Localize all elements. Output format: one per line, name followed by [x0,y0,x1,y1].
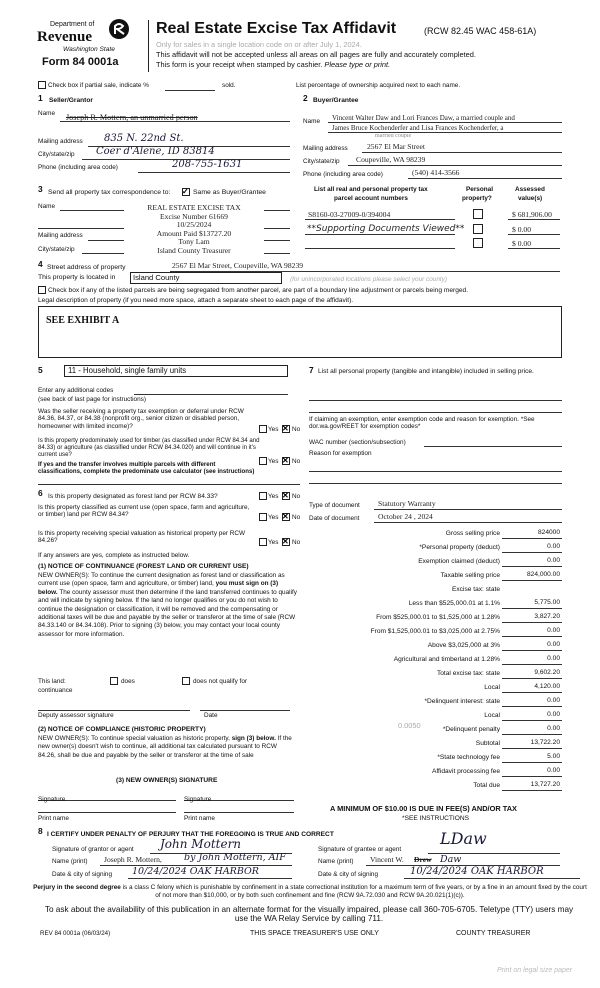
additional-codes-label: Enter any additional codes [38,387,114,394]
personal-property-line [309,400,562,401]
tax-row-line [502,566,562,567]
additional-codes-note: (see back of last page for instructions) [38,396,146,403]
alt-format-text: To ask about the availability of this publication in an alternate format for the visually impaired, please call 360-705-6705. Teletype (TTY) users may use the WA Relay Service by calling 711. [44,905,574,924]
sec4-number: 4 [38,259,43,269]
tax-row-label: Subtotal [475,740,500,747]
seller-phone-value: 208-755-1631 [172,159,243,170]
header-note-grey: Only for sales in a single location code on or after July 1, 2024. [156,40,362,49]
sec5-q1-yes-checkbox[interactable] [259,425,267,433]
buyer-name-line-2 [328,132,562,133]
buyer-name-value-2: James Bruce Kochenderfer and Lisa Frances Kochenderfer, a [332,124,504,132]
print-note: Print on legal size paper [497,967,573,974]
seller-phone-label: Phone (including area code) [38,164,118,171]
grantee-print-hw: Daw [440,854,462,865]
form-citation: (RCW 82.45 WAC 458-61A) [424,26,537,36]
buyer-city-label: City/state/zip [303,158,340,165]
same-as-buyer-check-icon: ✓ [182,187,189,196]
tax-row-value: 824,000.00 [526,571,560,578]
buyer-number: 2 [303,93,308,103]
same-as-buyer-label: Same as Buyer/Grantee [193,189,266,196]
dept-name: Revenue [37,29,92,45]
sec3-number: 3 [38,184,43,194]
new-owner-signature-label: Signature [38,796,66,803]
tax-row-label: Taxable selling price [440,572,500,579]
seller-number: 1 [38,93,43,103]
buyer-heading: Buyer/Grantee [313,97,359,104]
does-checkbox[interactable] [110,677,118,685]
buyer-city-line [348,165,562,166]
seller-mailing-label: Mailing address [38,138,83,145]
personal-header-1: Personal [466,186,493,193]
grantee-print-label: Name (print) [318,858,354,865]
county-value: Island County [133,273,180,282]
doc-date-label: Date of document [309,515,360,522]
parcel-line [305,248,455,249]
tax-row-line [502,762,562,763]
tax-row-label: Gross selling price [445,530,500,537]
yes-label: Yes [268,458,279,465]
tax-row-value: 13,727.20 [530,781,560,788]
personal-header-2: property? [462,195,492,202]
sec3-name-label: Name [38,203,56,210]
header-note-2: This form is your receipt when stamped by cashier. Please type or print. [156,60,391,69]
sec5-q2-yes-checkbox[interactable] [259,457,267,465]
tax-row-label: Total due [473,782,500,789]
tax-row-label: *Personal property (deduct) [419,544,500,551]
reason-label: Reason for exemption [309,450,372,457]
sec6-number: 6 [38,488,43,498]
sec7-number: 7 [309,365,314,375]
buyer-mailing-label: Mailing address [303,145,348,152]
tax-row-line [502,636,562,637]
tax-row-label: Above $3,025,000 at 3% [427,642,500,649]
legal-description-box[interactable] [38,306,562,358]
assessed-header-2: value(s) [518,195,543,202]
local-rate: 0.0050 [398,721,421,730]
tax-row-label: Agricultural and timberland at 1.28% [393,656,500,663]
notice1-body: NEW OWNER(S): To continue the current designation as forest land or classification as current use (open space, farm and agriculture, or timber) land, you must sign on (3) below. The county assessor must then determine if the land transferred continues to qualify and will indicate by signing below. If the land no longer qualifies or you do not wish to continue the designation or classification, it will be removed and the compensating or additional taxes will be due and payable by the seller or transferor at the time of sale (RCW 84.33.140 or 84.34.108). Prior to signing (3) below, you may contact your local county assessor for more information. [38,572,297,638]
grantee-print-value: Vincent W. [370,855,404,864]
dept-logo-icon [108,18,130,40]
grantee-signature-label: Signature of grantee or agent [318,846,402,853]
stamp-line: REAL ESTATE EXCISE TAX [147,203,241,212]
county-treasurer: COUNTY TREASURER [456,930,531,937]
reason-line [309,471,562,472]
tax-row-value: 0.00 [547,697,560,704]
tax-row-label: From $525,000.01 to $1,525,000 at 1.28% [376,614,500,621]
no-label: No [292,514,301,521]
tax-row-value: 13,722.20 [530,739,560,746]
tax-row-line [502,538,562,539]
tax-row-value: 0.00 [547,725,560,732]
tax-row-label: *State technology fee [437,754,500,761]
grantor-print-label: Name (print) [52,858,88,865]
sec5-number: 5 [38,365,43,375]
sig3-title: (3) NEW OWNER(S) SIGNATURE [116,777,218,784]
tax-row-line [502,622,562,623]
assessed-value: $ 0.00 [512,239,531,248]
grantor-signature-label: Signature of grantor or agent [52,846,134,853]
excise-stamp [124,203,264,257]
deputy-date-line [200,710,290,711]
grantee-signature-icon: LDaw [440,829,487,848]
seller-heading: Seller/Grantor [49,97,93,104]
partial-sale-sold: sold. [222,82,236,89]
see-instructions: *SEE INSTRUCTIONS [402,815,470,822]
legal-description-value: SEE EXHIBIT A [46,315,120,326]
tax-row-line [502,552,562,553]
sec5-q1: Was the seller receiving a property tax exemption or deferral under RCW 84.36, 84.37, or 84.38 (nonprofit org., senior citizen or disabled person, homeowner with limited income)? [38,408,244,430]
exemption-text: If claiming an exemption, enter exemption code and reason for exemption. *See dor.wa.gov/REET for exemption codes* [309,416,535,431]
buyer-mailing-value: 2567 El Mar Street [367,142,425,151]
buyer-name-label: Name [303,118,321,125]
form-number: Form 84 0001a [42,56,119,68]
personal-property-line [309,412,562,413]
buyer-phone-line [408,178,562,179]
dept-of: Department of [50,21,95,28]
yes-label: Yes [268,493,279,500]
tax-row-value: 0.00 [547,767,560,774]
buyer-mailing-line [362,152,562,153]
tax-row-value: 0.00 [547,557,560,564]
additional-codes-line [134,394,288,395]
doc-type-line [374,509,562,510]
list-pct-note: List percentage of ownership acquired next to each name. [296,82,461,89]
grantor-print-hw: by John Mottern, AIF [184,852,286,863]
buyer-name-line-1 [328,122,562,123]
stamp-line: 10/25/2024 [176,220,212,230]
personal-property-checkbox[interactable] [473,238,483,248]
tax-row-value: 5,775.00 [534,599,560,606]
tax-row-label: Local [484,712,500,719]
grantee-date-value: 10/24/2024 OAK HARBOR [410,866,544,877]
grantor-date-line [128,878,292,879]
header-divider [148,20,149,72]
continuance-label: continuance [38,687,73,694]
segregated-checkbox[interactable] [38,286,46,294]
sec6-q3: Is this property receiving special valuation as historical property per RCW 84.26? [38,530,246,545]
tax-row-line [502,650,562,651]
form-title: Real Estate Excise Tax Affidavit [156,20,397,37]
sec6-q2-yes-checkbox[interactable] [259,513,267,521]
notice2-body: NEW OWNER(S): To continue special valuation as historic property, sign (3) below. If the new owner(s) doesn't wish to continue, all additional tax calculated pursuant to RCW 84.26, shall be due and payable by the seller or transferor at the time of sale [38,735,292,759]
seller-phone-line [138,172,290,173]
doc-date-value: October 24 , 2024 [378,512,433,521]
no-label: No [292,426,301,433]
seller-city-label: City/state/zip [38,151,75,158]
tax-row-label: *Delinquent interest: state [424,698,500,705]
sec6-q3-yes-checkbox[interactable] [259,538,267,546]
new-owner-print-label: Print name [184,815,215,822]
stamp-line: Excise Number 61669 [160,211,228,221]
grantee-print-strike: Drew [414,855,432,864]
personal-property-checkbox[interactable] [473,209,483,219]
deputy-signature-label: Deputy assessor signature [38,712,114,719]
sec5-q2a: Is this property predominately used for timber (as classified under RCW 84.34 and 84.33) or agriculture (as classified under RCW 84.34.020) and will continue in it's current use? [38,437,260,458]
does-not-checkbox[interactable] [182,677,190,685]
new-owner-print-line [38,812,176,813]
seller-name-label: Name [38,110,56,117]
buyer-phone-label: Phone (including area code) [303,171,383,178]
tax-row-label: Local [484,684,500,691]
form-revision: REV 84 0001a (06/03/24) [40,930,111,937]
partial-sale-label: Check box if partial sale, indicate % [48,82,149,89]
no-label: No [292,539,301,546]
no-label: No [292,493,301,500]
partial-sale-line [165,90,215,91]
tax-row-line [502,664,562,665]
county-note: (for unincorporated locations please select your county) [290,276,448,283]
tax-row-line [502,720,562,721]
assessed-value: $ 0.00 [512,225,531,234]
grantor-date-value: 10/24/2024 OAK HARBOR [132,866,259,877]
tax-row-value: 0.00 [547,655,560,662]
sec5-q1-no-check-icon: ✕ [282,424,289,433]
sec3-city-label: City/state/zip [38,246,75,253]
stamp-line: Amount Paid $13727.20 [156,228,232,238]
buyer-city-value: Coupeville, WA 98239 [356,155,426,164]
tax-row-line [502,748,562,749]
tax-row-value: 824000 [537,529,560,536]
stamp-line: Tony Lam [178,237,210,247]
land-use-value: 11 - Household, single family units [68,366,187,375]
does-label: does [121,678,135,685]
deputy-date-label: Date [204,712,218,719]
tax-row-line [502,692,562,693]
segregated-label: Check box if any of the listed parcels are being segregated from another parcel, are part of a boundary line adjustment or parcels being merged. [48,287,469,294]
grantor-print-value: Joseph R. Mottern, [104,855,162,864]
tax-row-value: 3,827.20 [534,613,560,620]
buyer-name-value-1: Vincent Walter Daw and Lori Frances Daw, a married couple and [332,114,515,122]
sec5-divider [38,484,300,485]
tax-row-value: 5.00 [547,753,560,760]
sec3-mailing-label: Mailing address [38,232,83,239]
yes-label: Yes [268,539,279,546]
tax-row-line [502,608,562,609]
if-yes-note: If any answers are yes, complete as instructed below. [38,552,190,559]
personal-property-checkbox[interactable] [473,224,483,234]
tax-row-label: *Delinquent penalty [442,726,500,733]
grantor-date-label: Date & city of signing [52,871,113,878]
tax-row-value: 9,602.20 [534,669,560,676]
tax-row-label: Exemption claimed (deduct) [418,558,500,565]
sec7-text: List all personal property (tangible and intangible) included in selling price. [318,368,534,375]
buyer-name-value-3: married couple [375,134,412,138]
deputy-signature-line [38,710,190,711]
doc-type-value: Statutory Warranty [378,499,436,508]
tax-row-line [502,678,562,679]
wac-line [424,446,562,447]
tax-row-value: 0.00 [547,711,560,718]
tax-row-value: 0.00 [547,627,560,634]
minimum-note: A MINIMUM OF $10.00 IS DUE IN FEE(S) AND/OR TAX [330,804,517,813]
sec6-q1-no-check-icon: ✕ [282,491,289,500]
notice2-title: (2) NOTICE OF COMPLIANCE (HISTORIC PROPERTY) [38,726,206,733]
assessed-value: $ 681,906.00 [512,210,552,219]
located-label: This property is located in [38,274,116,281]
stamp-line: Island County Treasurer [157,245,231,255]
new-owner-signature-label: Signature [184,796,212,803]
sec6-q1: Is this property designated as forest land per RCW 84.33? [48,493,218,500]
tax-row-label: Excise tax: state [451,586,500,593]
dept-state: Washington State [63,46,115,53]
yes-label: Yes [268,426,279,433]
treasurer-only: THIS SPACE TREASURER'S USE ONLY [250,930,379,937]
reason-line [309,483,562,484]
tax-row-label: Less than $525,000.01 at 1.1% [408,600,500,607]
new-owner-print-line [184,812,294,813]
grantor-signature-icon: John Mottern [160,837,242,851]
tax-row-label: Total excise tax: state [436,670,500,677]
sec3-heading: Send all property tax correspondence to: [48,189,171,196]
sec8-number: 8 [38,826,43,836]
partial-sale-checkbox[interactable] [38,81,46,89]
grantee-date-label: Date & city of signing [318,871,379,878]
sec8-heading: I CERTIFY UNDER PENALTY OF PERJURY THAT THE FOREGOING IS TRUE AND CORRECT [47,831,334,838]
doc-type-label: Type of document [309,502,360,509]
seller-city-value: Coer d'Alene, ID 83814 [96,146,215,157]
parcel-number: **Supporting Documents Viewed** [307,224,465,234]
parcel-number: S8160-03-27009-0/394004 [308,210,391,219]
sec5-q2-no-check-icon: ✕ [282,456,289,465]
seller-name-value: Joseph R. Mottern, an unmarried person [66,113,198,122]
wac-label: WAC number (section/subsection) [309,439,406,446]
sec5-q2b: If yes and the transfer involves multiple parcels with different classifications, complete the predominate use calculator (see instructions) [38,461,255,475]
sec6-q1-yes-checkbox[interactable] [259,492,267,500]
buyer-phone-value: (540) 414-3566 [412,168,460,177]
street-label: Street address of property [47,264,126,271]
notice1-title: (1) NOTICE OF CONTINUANCE (FOREST LAND OR CURRENT USE) [38,563,249,570]
grantee-date-line [404,878,580,879]
tax-row-value: 0.00 [547,543,560,550]
tax-row-value: 0.00 [547,641,560,648]
does-not-label: does not qualify for [193,678,247,685]
parcel-header-1: List all real and personal property tax [314,186,428,193]
tax-row-line [502,790,562,791]
legal-description-label: Legal description of property (if you need more space, attach a separate sheet to each page of the affidavit). [38,297,354,304]
sec6-q2-no-check-icon: ✕ [282,512,289,521]
yes-label: Yes [268,514,279,521]
street-value: 2567 El Mar Street, Coupeville, WA 98239 [172,261,304,270]
no-label: No [292,458,301,465]
new-owner-print-label: Print name [38,815,69,822]
doc-date-line [374,522,562,523]
header-note-1: This affidavit will not be accepted unless all areas on all pages are fully and accurately completed. [156,50,476,59]
perjury-text: Perjury in the second degree is a class C felony which is punishable by confinement in a state correctional institution for a maximum term of five years, or by a fine in an amount fixed by the court of not more than $10,000, or by both such confinement and fine (RCW 9A.72.030 and RCW 9A.20.021(1)(c)). [33,884,587,899]
tax-row-line [502,776,562,777]
tax-row-label: Affidavit processing fee [431,768,500,775]
seller-mailing-value: 835 N. 22nd St. [104,133,184,144]
tax-row-label: From $1,525,000.01 to $3,025,000 at 2.75% [370,628,500,635]
parcel-header-2: parcel account numbers [334,195,408,202]
sec6-q2: Is this property classified as current use (open space, farm and agriculture, or timber) land per RCW 84.34? [38,504,250,519]
tax-row-line [502,580,562,581]
tax-row-value: 4,120.00 [534,683,560,690]
tax-row-line [502,734,562,735]
assessed-header-1: Assessed [515,186,545,193]
tax-row-line [502,706,562,707]
this-land-label: This land: [38,678,66,685]
sec6-q3-no-check-icon: ✕ [282,537,289,546]
